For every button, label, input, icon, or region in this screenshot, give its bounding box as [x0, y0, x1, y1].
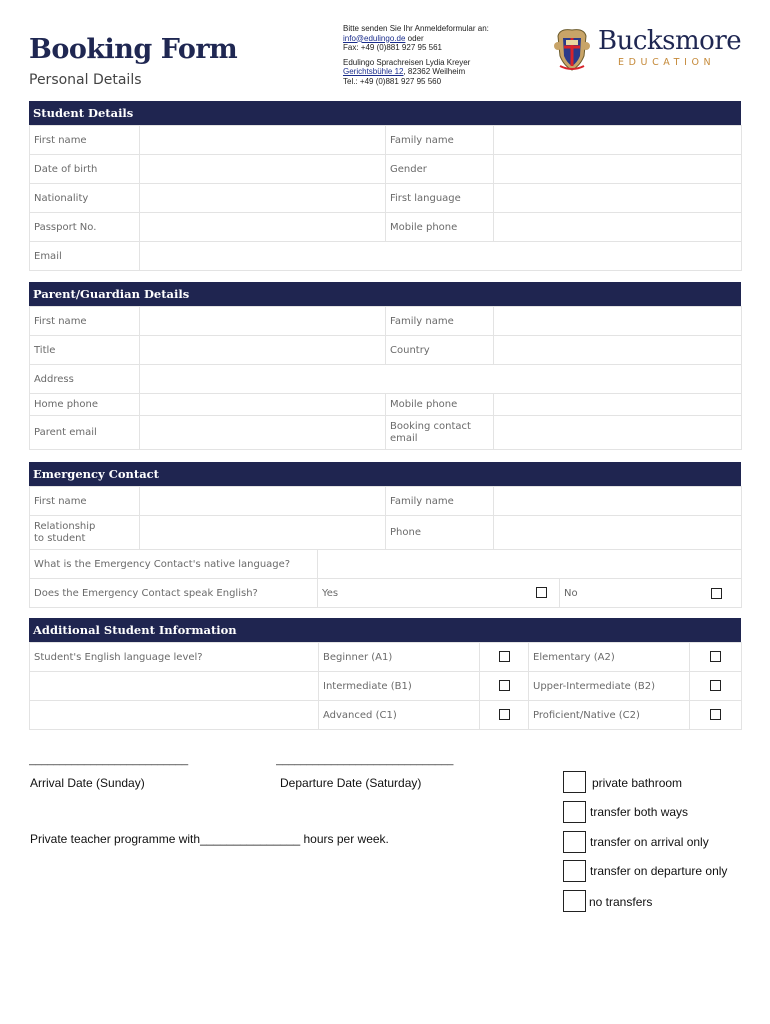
- bucksmore-logo: [552, 26, 742, 74]
- emergency-relationship-label: Relationship to student: [30, 516, 140, 550]
- emergency-family-name-field[interactable]: [494, 487, 742, 516]
- logo-sub: EDUCATION: [618, 57, 716, 68]
- english-level-label: Student's English language level?: [30, 643, 319, 672]
- student-first-name-label: First name: [30, 126, 140, 155]
- student-gender-field[interactable]: [494, 155, 742, 184]
- emergency-first-name-field[interactable]: [140, 487, 386, 516]
- emergency-family-name-label: Family name: [386, 487, 494, 516]
- student-nationality-label: Nationality: [30, 184, 140, 213]
- parent-email-field[interactable]: [140, 416, 386, 450]
- english-no-cell: [560, 579, 742, 608]
- student-dob-label: Date of birth: [30, 155, 140, 184]
- level-b2-checkbox[interactable]: [710, 680, 721, 691]
- page-title: Booking Form: [29, 34, 238, 65]
- level-c1-checkbox[interactable]: [499, 709, 510, 720]
- parent-mobile-field[interactable]: [494, 394, 742, 416]
- parent-first-name-field[interactable]: [140, 307, 386, 336]
- booking-contact-email-field[interactable]: [494, 416, 742, 450]
- private-bathroom-label: private bathroom: [592, 776, 683, 790]
- level-b1-cell: [480, 672, 529, 701]
- student-passport-label: Passport No.: [30, 213, 140, 242]
- parent-family-name-field[interactable]: [494, 307, 742, 336]
- no-transfers-label: no transfers: [589, 895, 653, 909]
- level-b1-checkbox[interactable]: [499, 680, 510, 691]
- level-c1-label: Advanced (C1): [319, 701, 480, 730]
- transfer-arrival-checkbox[interactable]: [563, 831, 586, 853]
- level-a2-cell: [690, 643, 742, 672]
- transfer-departure-label: transfer on departure only: [590, 864, 728, 878]
- level-b1-label: Intermediate (B1): [319, 672, 480, 701]
- emergency-first-name-label: First name: [30, 487, 140, 516]
- level-c1-cell: [480, 701, 529, 730]
- departure-date-line[interactable]: _____________________________: [276, 754, 454, 766]
- level-b2-label: Upper-Intermediate (B2): [529, 672, 690, 701]
- departure-date-label: Departure Date (Saturday): [280, 776, 422, 790]
- level-c2-label: Proficient/Native (C2): [529, 701, 690, 730]
- student-email-field[interactable]: [140, 242, 742, 271]
- parent-home-phone-label: Home phone: [30, 394, 140, 416]
- student-first-name-field[interactable]: [140, 126, 386, 155]
- parent-email-label: Parent email: [30, 416, 140, 450]
- private-teacher-text: Private teacher programme with_______________ hours per week.: [30, 832, 389, 846]
- level-c2-cell: [690, 701, 742, 730]
- contact-email-suffix: oder: [405, 33, 424, 43]
- transfer-both-ways-checkbox[interactable]: [563, 801, 586, 823]
- logo-brand: Bucksmore: [598, 26, 742, 56]
- transfer-arrival-label: transfer on arrival only: [590, 835, 709, 849]
- parent-address-field[interactable]: [140, 365, 742, 394]
- english-yes-checkbox[interactable]: [536, 587, 547, 598]
- student-dob-field[interactable]: [140, 155, 386, 184]
- additional-info-section: [29, 618, 741, 730]
- parent-mobile-label: Mobile phone: [386, 394, 494, 416]
- level-a1-cell: [480, 643, 529, 672]
- level-empty-cell: [30, 701, 319, 730]
- contact-company: Edulingo Sprachreisen Lydia Kreyer: [343, 57, 471, 67]
- level-a1-checkbox[interactable]: [499, 651, 510, 662]
- contact-info: [343, 24, 489, 86]
- emergency-contact-heading: Emergency Contact: [29, 462, 741, 486]
- crest-icon: [552, 26, 592, 72]
- parent-family-name-label: Family name: [386, 307, 494, 336]
- level-empty-cell: [30, 672, 319, 701]
- contact-city: , 82362 Weilheim: [403, 67, 466, 76]
- student-family-name-field[interactable]: [494, 126, 742, 155]
- english-yes-label: Yes: [318, 579, 494, 608]
- student-family-name-label: Family name: [386, 126, 494, 155]
- english-yes-cell: [494, 579, 560, 608]
- student-mobile-field[interactable]: [494, 213, 742, 242]
- student-gender-label: Gender: [386, 155, 494, 184]
- level-a1-label: Beginner (A1): [319, 643, 480, 672]
- parent-address-label: Address: [30, 365, 140, 394]
- additional-info-heading: Additional Student Information: [29, 618, 741, 642]
- contact-tel: Tel.: +49 (0)881 927 95 560: [343, 76, 442, 86]
- emergency-phone-field[interactable]: [494, 516, 742, 550]
- arrival-date-line[interactable]: __________________________: [29, 754, 189, 766]
- no-transfers-checkbox[interactable]: [563, 890, 586, 912]
- contact-fax: Fax: +49 (0)881 927 95 561: [343, 43, 442, 52]
- transfer-both-ways-label: transfer both ways: [590, 805, 689, 819]
- contact-street: Gerichtsbühle 12: [343, 67, 404, 76]
- level-c2-checkbox[interactable]: [710, 709, 721, 720]
- arrival-date-label: Arrival Date (Sunday): [30, 776, 145, 790]
- booking-contact-email-label: Booking contact email: [386, 416, 494, 450]
- parent-country-field[interactable]: [494, 336, 742, 365]
- parent-country-label: Country: [386, 336, 494, 365]
- contact-email-link[interactable]: info@edulingo.de: [343, 33, 406, 43]
- level-a2-checkbox[interactable]: [710, 651, 721, 662]
- emergency-relationship-field[interactable]: [140, 516, 386, 550]
- english-no-checkbox[interactable]: [711, 588, 722, 599]
- emergency-phone-label: Phone: [386, 516, 494, 550]
- level-b2-cell: [690, 672, 742, 701]
- student-email-label: Email: [30, 242, 140, 271]
- parent-title-field[interactable]: [140, 336, 386, 365]
- level-a2-label: Elementary (A2): [529, 643, 690, 672]
- contact-line1: Bitte senden Sie Ihr Anmeldeformular an:: [343, 24, 489, 33]
- emergency-native-language-label: What is the Emergency Contact's native language?: [30, 550, 318, 579]
- student-first-language-label: First language: [386, 184, 494, 213]
- student-nationality-field[interactable]: [140, 184, 386, 213]
- private-bathroom-checkbox[interactable]: [563, 771, 586, 793]
- parent-first-name-label: First name: [30, 307, 140, 336]
- student-mobile-label: Mobile phone: [386, 213, 494, 242]
- english-no-label: No: [564, 587, 578, 599]
- student-details-heading: Student Details: [29, 101, 741, 125]
- transfer-departure-checkbox[interactable]: [563, 860, 586, 882]
- parent-details-section: [29, 282, 741, 450]
- emergency-native-language-field[interactable]: [318, 550, 742, 579]
- emergency-contact-section: [29, 462, 741, 608]
- student-first-language-field[interactable]: [494, 184, 742, 213]
- page-subtitle: Personal Details: [29, 72, 142, 88]
- emergency-english-label: Does the Emergency Contact speak English?: [30, 579, 318, 608]
- parent-home-phone-field[interactable]: [140, 394, 386, 416]
- parent-details-heading: Parent/Guardian Details: [29, 282, 741, 306]
- parent-title-label: Title: [30, 336, 140, 365]
- student-details-section: [29, 101, 741, 271]
- student-passport-field[interactable]: [140, 213, 386, 242]
